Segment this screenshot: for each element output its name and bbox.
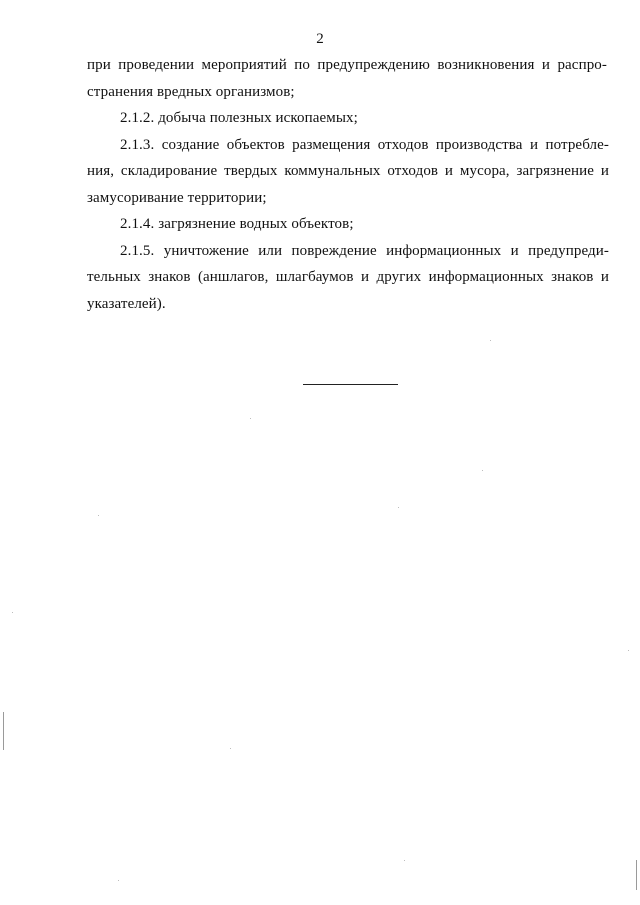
scan-speck [12,612,13,613]
list-item-2-1-2: 2.1.2. добыча полезных ископаемых; [120,110,358,126]
scan-speck [404,860,405,861]
scan-edge-mark [636,860,637,890]
scan-speck [398,507,399,508]
scan-edge-mark [3,712,4,750]
scan-speck [230,748,231,749]
page-number: 2 [316,31,324,47]
text-line: указателей). [87,296,166,312]
list-item-2-1-5: 2.1.5. уничтожение или повреждение информационных и предупреди- [120,243,609,259]
scan-speck [98,515,99,516]
text-line: ния, складирование твердых коммунальных отходов и мусора, загрязнение и [87,163,609,179]
text-line: при проведении мероприятий по предупреждению возникновения и распро- [87,57,607,73]
text-line: тельных знаков (аншлагов, шлагбаумов и других информационных знаков и [87,269,609,285]
end-of-text-rule [303,384,398,385]
scan-speck [250,418,251,419]
list-item-2-1-3: 2.1.3. создание объектов размещения отходов производства и потребле- [120,137,609,153]
list-item-2-1-4: 2.1.4. загрязнение водных объектов; [120,216,354,232]
text-line: замусоривание территории; [87,190,267,206]
scan-speck [490,340,491,341]
scan-speck [628,650,629,651]
scan-speck [118,880,119,881]
scan-speck [482,470,483,471]
text-line: странения вредных организмов; [87,84,295,100]
